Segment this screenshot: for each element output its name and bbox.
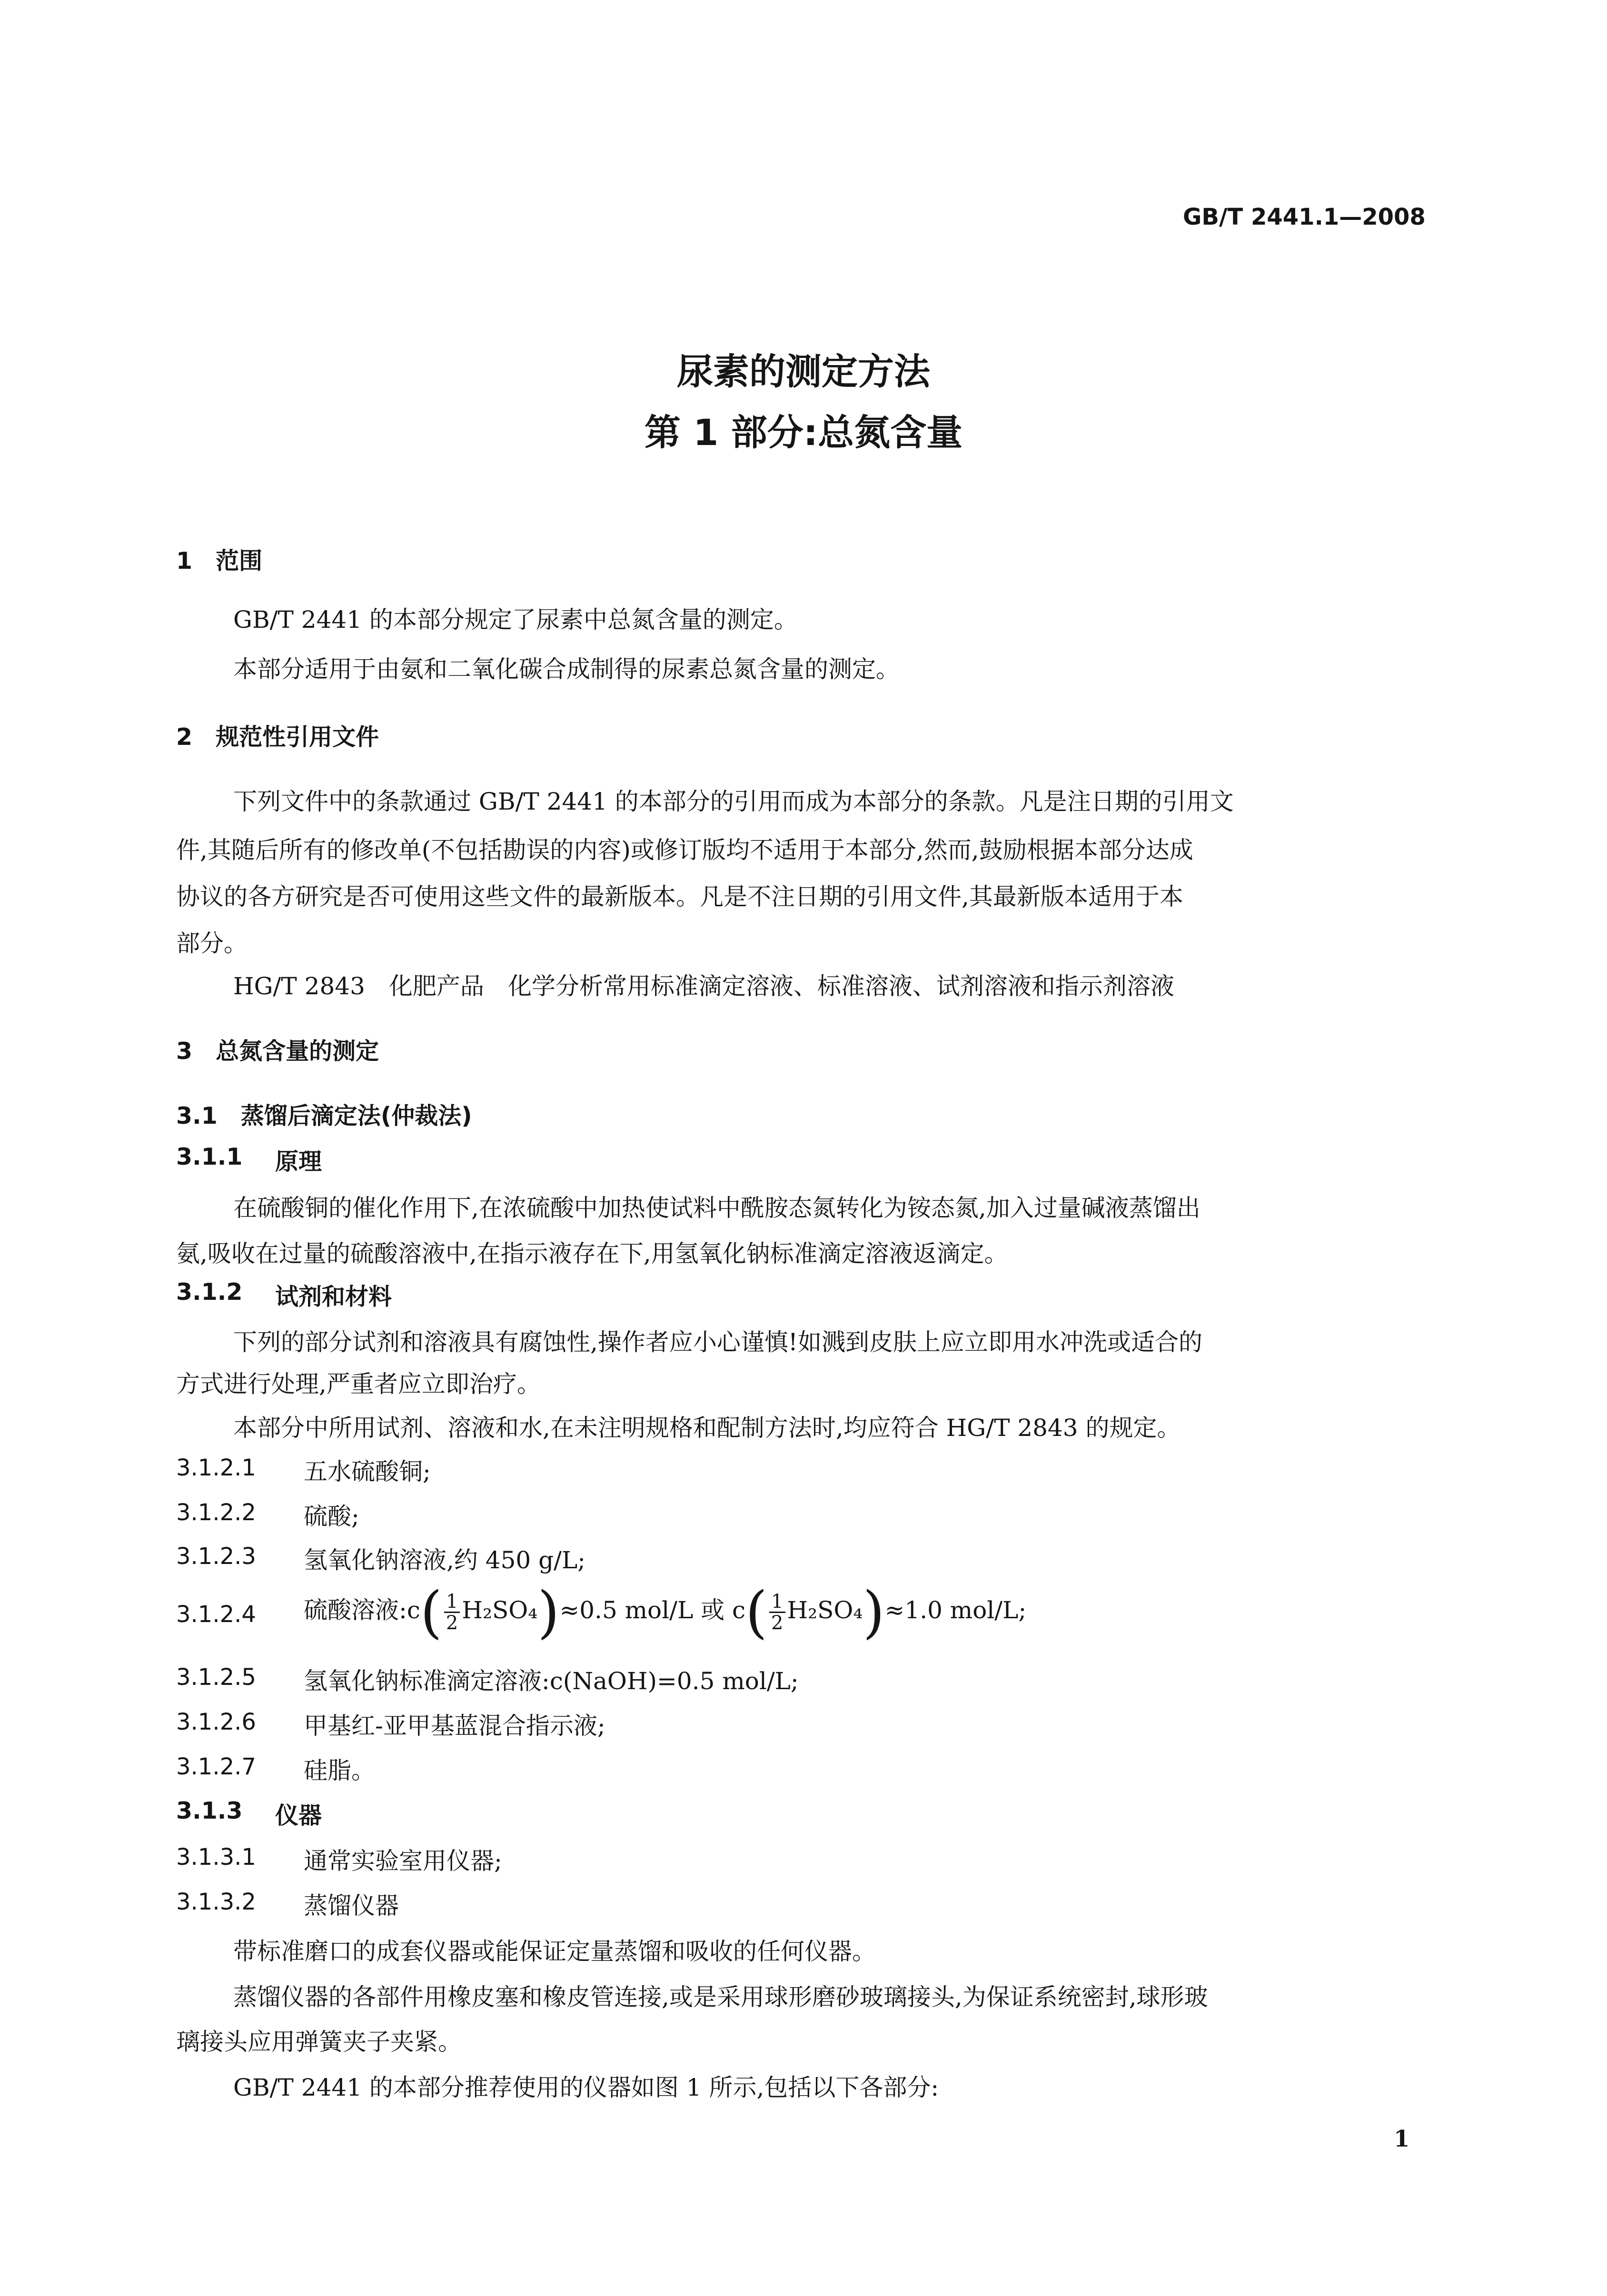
apparatus-paragraph-2-line-2: 璃接头应用弹簧夹子夹紧。	[176, 2028, 462, 2056]
h2so4-formula-2: H₂SO₄	[787, 1596, 863, 1624]
fraction-numerator-2: 1	[769, 1592, 785, 1613]
section-3-1-2-title: 试剂和材料	[275, 1283, 392, 1310]
reagents-line-2: 方式进行处理,严重者应立即治疗。	[176, 1370, 541, 1398]
item-3-1-2-5-text: 氢氧化钠标准滴定溶液:c(NaOH)=0.5 mol/L;	[304, 1667, 799, 1695]
item-3-1-2-6-number: 3.1.2.6	[176, 1709, 256, 1735]
item-3-1-2-2-number: 3.1.2.2	[176, 1499, 256, 1526]
item-3-1-2-1-text: 五水硫酸铜;	[304, 1458, 431, 1485]
apparatus-paragraph-2-line-1: 蒸馏仪器的各部件用橡皮塞和橡皮管连接,或是采用球形磨砂玻璃接头,为保证系统密封,球形玻	[233, 1983, 1208, 2011]
apparatus-paragraph-1: 带标准磨口的成套仪器或能保证定量蒸馏和吸收的任何仪器。	[233, 1938, 876, 1965]
fraction-denominator: 2	[446, 1612, 458, 1634]
section-3-1-1-number: 3.1.1	[176, 1143, 243, 1170]
section-3-1-2-number: 3.1.2	[176, 1278, 243, 1306]
item-3-1-2-7-number: 3.1.2.7	[176, 1753, 256, 1780]
item-3-1-3-1-number: 3.1.3.1	[176, 1844, 256, 1870]
section-1-heading: 1 范围	[176, 547, 263, 574]
section-2-line-3: 协议的各方研究是否可使用这些文件的最新版本。凡是不注日期的引用文件,其最新版本适用于本	[176, 883, 1183, 910]
reagents-line-3: 本部分中所用试剂、溶液和水,在未注明规格和配制方法时,均应符合 HG/T 2843 的规定。	[233, 1414, 1181, 1442]
reagents-line-1: 下列的部分试剂和溶液具有腐蚀性,操作者应小心谨慎!如溅到皮肤上应立即用水冲洗或适合的	[233, 1328, 1202, 1356]
formula-equals-2: ≈1.0 mol/L;	[884, 1596, 1027, 1624]
item-3-1-2-3-number: 3.1.2.3	[176, 1543, 256, 1570]
formula-equals-1: ≈0.5 mol/L 或 c	[559, 1596, 745, 1624]
item-3-1-3-1-text: 通常实验室用仪器;	[304, 1847, 502, 1875]
fraction-numerator: 1	[444, 1592, 460, 1613]
page-number: 1	[1394, 2126, 1410, 2152]
section-2-line-1: 下列文件中的条款通过 GB/T 2441 的本部分的引用而成为本部分的条款。凡是注日期的引用文	[233, 788, 1234, 815]
title-line-2: 第 1 部分:总氮含量	[644, 411, 963, 454]
principle-line-2: 氨,吸收在过量的硫酸溶液中,在指示液存在下,用氢氧化钠标准滴定溶液返滴定。	[176, 1240, 1008, 1267]
fraction-one-half	[444, 1592, 460, 1633]
apparatus-paragraph-3: GB/T 2441 的本部分推荐使用的仪器如图 1 所示,包括以下各部分:	[233, 2074, 939, 2101]
fraction-denominator-2: 2	[771, 1612, 784, 1634]
section-2-line-2: 件,其随后所有的修改单(不包括勘误的内容)或修订版均不适用于本部分,然而,鼓励根据本部分达成	[176, 836, 1193, 864]
item-3-1-2-2-text: 硫酸;	[304, 1503, 359, 1530]
formula-lead: 硫酸溶液:c	[304, 1596, 420, 1624]
section-2-line-4: 部分。	[176, 930, 248, 957]
title-line-1: 尿素的测定方法	[677, 350, 930, 393]
item-3-1-3-2-text: 蒸馏仪器	[304, 1892, 399, 1920]
standard-number: GB/T 2441.1—2008	[1183, 204, 1426, 230]
item-3-1-2-5-number: 3.1.2.5	[176, 1664, 256, 1691]
section-1-paragraph-2: 本部分适用于由氨和二氧化碳合成制得的尿素总氮含量的测定。	[233, 655, 900, 683]
item-3-1-2-1-number: 3.1.2.1	[176, 1455, 256, 1481]
section-3-1-1-title: 原理	[275, 1148, 322, 1175]
principle-line-1: 在硫酸铜的催化作用下,在浓硫酸中加热使试料中酰胺态氮转化为铵态氮,加入过量碱液蒸馏出	[233, 1194, 1200, 1222]
normative-reference: HG/T 2843 化肥产品 化学分析常用标准滴定溶液、标准溶液、试剂溶液和指示剂溶液	[233, 972, 1174, 1000]
item-3-1-2-6-text: 甲基红-亚甲基蓝混合指示液;	[304, 1712, 605, 1740]
section-1-paragraph-1: GB/T 2441 的本部分规定了尿素中总氮含量的测定。	[233, 606, 798, 633]
section-3-1-3-number: 3.1.3	[176, 1797, 243, 1824]
item-3-1-2-4-formula: 硫酸溶液:c( $\frac{1}{2}$ H₂SO₄)≈0.5 mol/L 或 c( $\frac{1}{2}$ H₂SO₄)≈1.0 mol/L;	[304, 1579, 1027, 1645]
h2so4-formula: H₂SO₄	[462, 1596, 538, 1624]
item-3-1-2-4-number: 3.1.2.4	[176, 1601, 256, 1628]
item-3-1-2-7-text: 硅脂。	[304, 1757, 375, 1784]
fraction-one-half-2	[769, 1592, 785, 1633]
section-2-heading: 2 规范性引用文件	[176, 723, 379, 751]
section-3-1-3-title: 仪器	[275, 1802, 322, 1829]
section-3-1-heading: 3.1 蒸馏后滴定法(仲裁法)	[176, 1102, 472, 1129]
item-3-1-2-3-text: 氢氧化钠溶液,约 450 g/L;	[304, 1546, 586, 1574]
item-3-1-3-2-number: 3.1.3.2	[176, 1889, 256, 1915]
section-3-heading: 3 总氮含量的测定	[176, 1038, 379, 1065]
